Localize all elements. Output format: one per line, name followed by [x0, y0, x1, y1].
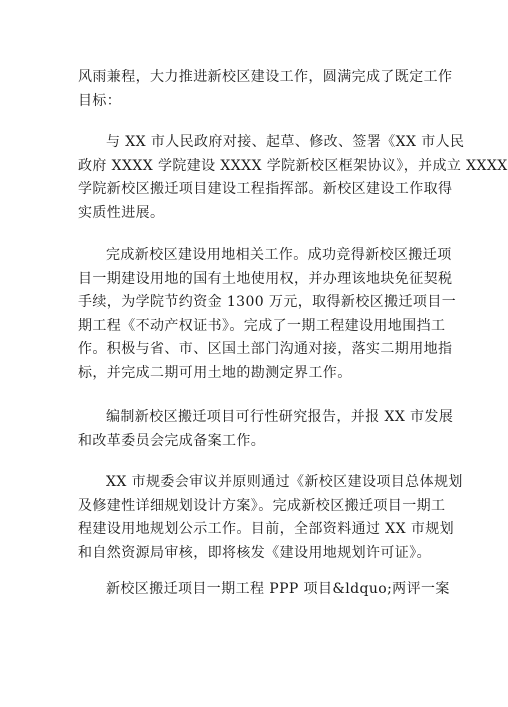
- text-line: 程建设用地规划公示工作。目前，全部资料通过 XX 市规划: [78, 521, 455, 537]
- text-line: 和自然资源局审核，即将核发《建设用地规划许可证》。: [78, 544, 431, 561]
- text-line: 手续，为学院节约资金 1300 万元，取得新校区搬迁项目一: [78, 294, 457, 310]
- paragraph-1: [78, 66, 453, 113]
- paragraph-6: [78, 578, 450, 602]
- paragraph-2: [78, 131, 508, 225]
- text-line: 期工程《不动产权证书》。完成了一期工程建设用地围挡工: [78, 317, 446, 334]
- text-line: 目标：: [78, 92, 122, 109]
- paragraph-5: [78, 471, 463, 565]
- text-line: 实质性进展。: [78, 204, 165, 221]
- text-line: 作。积极与省、市、区国土部门沟通对接，落实二期用地指: [78, 341, 453, 357]
- paragraph-3: [78, 244, 457, 385]
- text-line: 目一期建设用地的国有土地使用权，并办理该地块免征契税: [78, 270, 453, 287]
- text-line: 完成新校区建设用地相关工作。成功竞得新校区搬迁项: [106, 247, 452, 263]
- text-line: 风雨兼程，大力推进新校区建设工作，圆满完成了既定工作: [78, 69, 453, 85]
- text-line: 与 XX 市人民政府对接、起草、修改、签署《XX 市人民: [106, 134, 465, 150]
- text-line: 及修建性详细规划设计方案》。完成新校区搬迁项目一期工: [78, 497, 446, 514]
- paragraph-4: [78, 406, 454, 453]
- text-line: XX 市规委会审议并原则通过《新校区建设项目总体规划: [106, 474, 463, 490]
- text-line: 新校区搬迁项目一期工程 PPP 项目&ldquo;两评一案: [106, 581, 450, 597]
- text-line: 和改革委员会完成备案工作。: [78, 432, 266, 449]
- text-line: 学院新校区搬迁项目建设工程指挥部。新校区建设工作取得: [78, 181, 453, 197]
- text-line: 标，并完成二期可用土地的勘测定界工作。: [78, 364, 352, 381]
- text-line: 政府 XXXX 学院建设 XXXX 学院新校区框架协议》，并成立 XXXX: [78, 157, 508, 174]
- text-line: 编制新校区搬迁项目可行性研究报告，并报 XX 市发展: [106, 409, 454, 425]
